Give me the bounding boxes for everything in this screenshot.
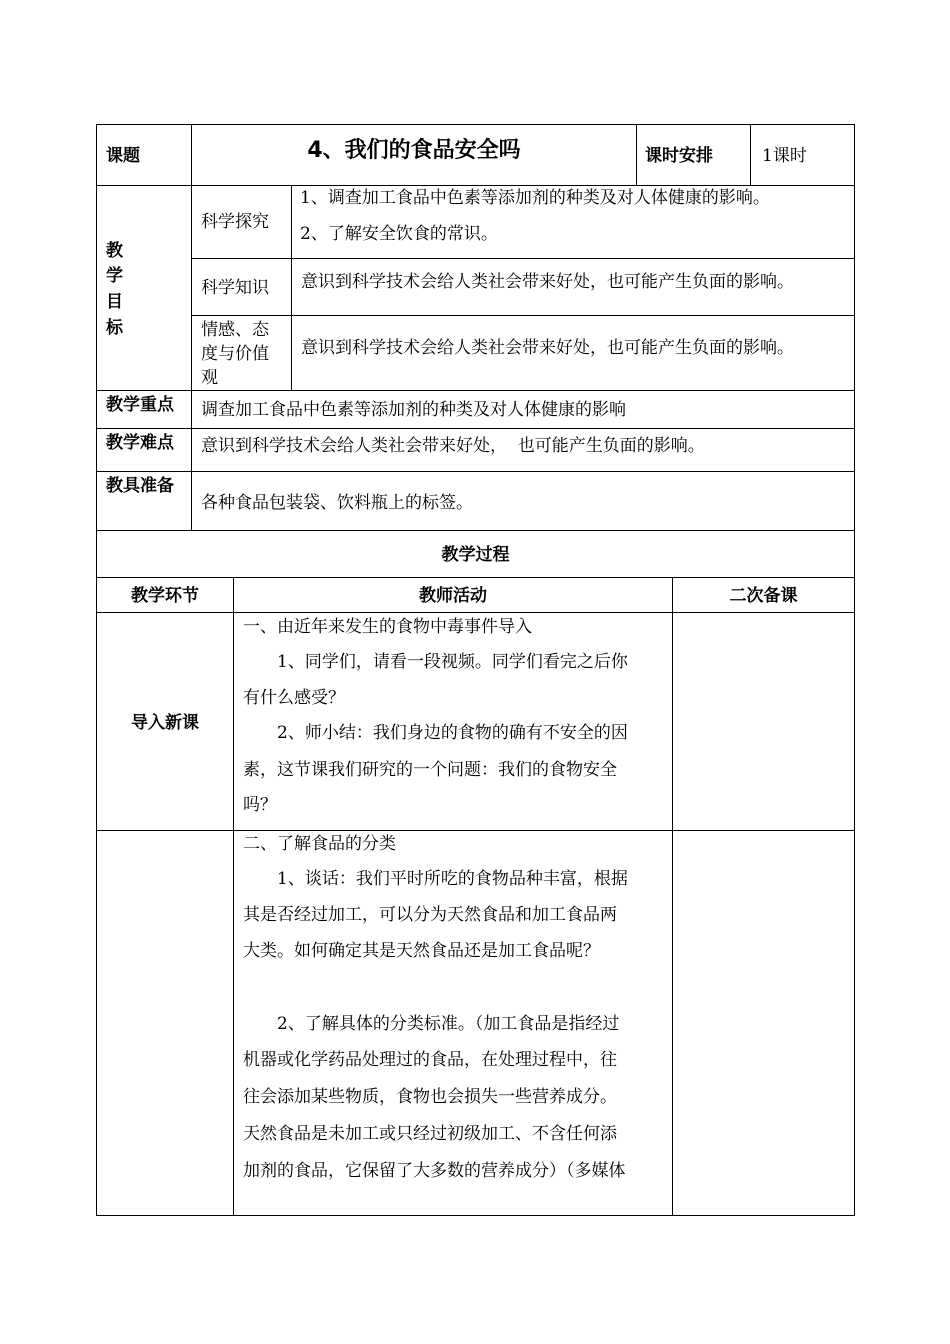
subject-label: 课题 bbox=[106, 146, 140, 166]
schedule-label: 课时安排 bbox=[645, 146, 713, 166]
lesson-title: 4、我们的食品安全吗 bbox=[307, 138, 521, 163]
section-line: 大类。如何确定其是天然食品还是加工食品呢？ bbox=[243, 941, 600, 961]
key-points-text: 调查加工食品中色素等添加剂的种类及对人体健康的影响 bbox=[201, 400, 626, 420]
column-header-stage: 教学环节 bbox=[131, 586, 199, 606]
objective-category-knowledge: 科学知识 bbox=[201, 278, 269, 298]
section-heading: 二、了解食品的分类 bbox=[243, 834, 396, 854]
section-line: 加剂的食品，它保留了大多数的营养成分）（多媒体 bbox=[243, 1161, 626, 1181]
section-line: 有什么感受？ bbox=[243, 688, 345, 708]
objective-category-attitude: 度与价值 bbox=[201, 344, 269, 364]
difficulties-text: 意识到科学技术会给人类社会带来好处， 也可能产生负面的影响。 bbox=[201, 436, 705, 456]
stage-intro: 导入新课 bbox=[131, 713, 199, 733]
section-line: 1、同学们，请看一段视频。同学们看完之后你 bbox=[277, 652, 628, 672]
key-points-label: 教学重点 bbox=[106, 395, 174, 415]
section-line: 吗？ bbox=[243, 795, 277, 815]
objective-knowledge-line: 意识到科学技术会给人类社会带来好处，也可能产生负面的影响。 bbox=[301, 272, 794, 292]
column-header-teacher: 教师活动 bbox=[419, 586, 487, 606]
section-line: 2、了解具体的分类标准。（加工食品是指经过 bbox=[277, 1014, 620, 1034]
schedule-value: 1课时 bbox=[762, 146, 807, 166]
materials-label: 教具准备 bbox=[106, 476, 174, 496]
objective-attitude-line: 意识到科学技术会给人类社会带来好处，也可能产生负面的影响。 bbox=[301, 338, 794, 358]
objective-category-attitude: 情感、态 bbox=[201, 320, 269, 340]
objectives-label-char: 标 bbox=[106, 318, 123, 338]
section-line: 往会添加某些物质，食物也会损失一些营养成分。 bbox=[243, 1087, 617, 1107]
section-line: 1、谈话：我们平时所吃的食物品种丰富，根据 bbox=[277, 869, 628, 889]
objective-category-attitude: 观 bbox=[201, 368, 218, 388]
section-line: 机器或化学药品处理过的食品，在处理过程中，往 bbox=[243, 1050, 617, 1070]
section-line: 素，这节课我们研究的一个问题：我们的食物安全 bbox=[243, 760, 617, 780]
section-line: 2、师小结：我们身边的食物的确有不安全的因 bbox=[277, 723, 628, 743]
section-line: 其是否经过加工，可以分为天然食品和加工食品两 bbox=[243, 905, 617, 925]
objective-inquiry-line: 2、了解安全饮食的常识。 bbox=[300, 224, 498, 244]
section-heading: 一、由近年来发生的食物中毒事件导入 bbox=[243, 617, 532, 637]
column-header-notes: 二次备课 bbox=[729, 586, 798, 606]
objectives-label-char: 学 bbox=[106, 266, 123, 286]
objective-inquiry-line: 1、调查加工食品中色素等添加剂的种类及对人体健康的影响。 bbox=[300, 188, 770, 208]
process-title: 教学过程 bbox=[441, 545, 510, 565]
materials-text: 各种食品包装袋、饮料瓶上的标签。 bbox=[201, 493, 473, 513]
objectives-label-char: 目 bbox=[106, 292, 123, 312]
objective-category-inquiry: 科学探究 bbox=[201, 212, 269, 232]
objectives-label-char: 教 bbox=[106, 241, 123, 261]
difficulties-label: 教学难点 bbox=[106, 433, 174, 453]
section-line: 天然食品是未加工或只经过初级加工、不含任何添 bbox=[243, 1124, 617, 1144]
